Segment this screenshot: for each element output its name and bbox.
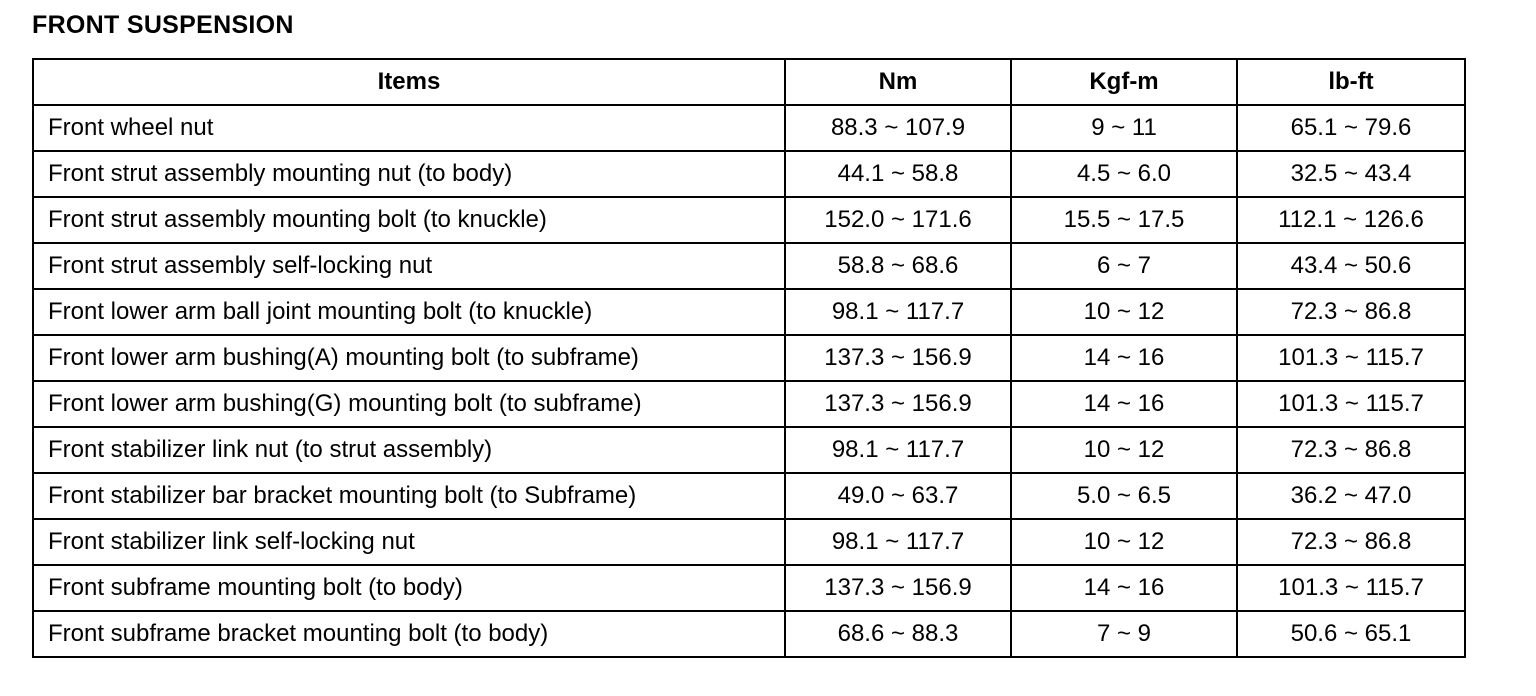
table-row <box>33 565 1465 611</box>
table-row <box>33 519 1465 565</box>
cell-kgf: 7 ~ 9 <box>1011 611 1237 657</box>
cell-lbft: 72.3 ~ 86.8 <box>1237 289 1465 335</box>
cell-lbft: 112.1 ~ 126.6 <box>1237 197 1465 243</box>
page-title: FRONT SUSPENSION <box>32 11 294 39</box>
cell-item: Front subframe mounting bolt (to body) <box>33 565 785 611</box>
table-body <box>33 105 1465 657</box>
cell-kgf: 14 ~ 16 <box>1011 565 1237 611</box>
table-row <box>33 197 1465 243</box>
table-row <box>33 335 1465 381</box>
cell-item: Front lower arm bushing(G) mounting bolt (to subframe) <box>33 381 785 427</box>
table-row <box>33 151 1465 197</box>
cell-kgf: 14 ~ 16 <box>1011 335 1237 381</box>
cell-item: Front stabilizer link self-locking nut <box>33 519 785 565</box>
table-row <box>33 473 1465 519</box>
cell-item: Front lower arm bushing(A) mounting bolt (to subframe) <box>33 335 785 381</box>
cell-item: Front strut assembly mounting bolt (to knuckle) <box>33 197 785 243</box>
cell-kgf: 9 ~ 11 <box>1011 105 1237 151</box>
cell-lbft: 50.6 ~ 65.1 <box>1237 611 1465 657</box>
cell-lbft: 36.2 ~ 47.0 <box>1237 473 1465 519</box>
table-row <box>33 289 1465 335</box>
column-header-lbft: lb-ft <box>1237 59 1465 105</box>
cell-lbft: 101.3 ~ 115.7 <box>1237 381 1465 427</box>
cell-nm: 98.1 ~ 117.7 <box>785 519 1011 565</box>
cell-nm: 137.3 ~ 156.9 <box>785 565 1011 611</box>
cell-item: Front lower arm ball joint mounting bolt (to knuckle) <box>33 289 785 335</box>
cell-item: Front wheel nut <box>33 105 785 151</box>
torque-spec-table <box>32 58 1466 658</box>
cell-item: Front stabilizer link nut (to strut assembly) <box>33 427 785 473</box>
cell-kgf: 15.5 ~ 17.5 <box>1011 197 1237 243</box>
cell-kgf: 5.0 ~ 6.5 <box>1011 473 1237 519</box>
table-header-row <box>33 59 1465 105</box>
cell-nm: 44.1 ~ 58.8 <box>785 151 1011 197</box>
cell-kgf: 10 ~ 12 <box>1011 289 1237 335</box>
cell-lbft: 65.1 ~ 79.6 <box>1237 105 1465 151</box>
cell-lbft: 101.3 ~ 115.7 <box>1237 565 1465 611</box>
column-header-nm: Nm <box>785 59 1011 105</box>
table-row <box>33 381 1465 427</box>
cell-nm: 68.6 ~ 88.3 <box>785 611 1011 657</box>
cell-nm: 98.1 ~ 117.7 <box>785 427 1011 473</box>
cell-kgf: 10 ~ 12 <box>1011 519 1237 565</box>
cell-lbft: 72.3 ~ 86.8 <box>1237 427 1465 473</box>
cell-nm: 152.0 ~ 171.6 <box>785 197 1011 243</box>
table-row <box>33 427 1465 473</box>
cell-kgf: 6 ~ 7 <box>1011 243 1237 289</box>
table-row <box>33 611 1465 657</box>
cell-lbft: 101.3 ~ 115.7 <box>1237 335 1465 381</box>
cell-lbft: 32.5 ~ 43.4 <box>1237 151 1465 197</box>
cell-item: Front stabilizer bar bracket mounting bolt (to Subframe) <box>33 473 785 519</box>
cell-nm: 98.1 ~ 117.7 <box>785 289 1011 335</box>
cell-nm: 49.0 ~ 63.7 <box>785 473 1011 519</box>
column-header-items: Items <box>33 59 785 105</box>
table-row <box>33 105 1465 151</box>
cell-item: Front strut assembly mounting nut (to body) <box>33 151 785 197</box>
cell-item: Front strut assembly self-locking nut <box>33 243 785 289</box>
cell-kgf: 10 ~ 12 <box>1011 427 1237 473</box>
cell-kgf: 14 ~ 16 <box>1011 381 1237 427</box>
table-row <box>33 243 1465 289</box>
cell-kgf: 4.5 ~ 6.0 <box>1011 151 1237 197</box>
cell-item: Front subframe bracket mounting bolt (to body) <box>33 611 785 657</box>
cell-nm: 88.3 ~ 107.9 <box>785 105 1011 151</box>
column-header-kgf: Kgf-m <box>1011 59 1237 105</box>
cell-lbft: 72.3 ~ 86.8 <box>1237 519 1465 565</box>
cell-nm: 58.8 ~ 68.6 <box>785 243 1011 289</box>
cell-nm: 137.3 ~ 156.9 <box>785 335 1011 381</box>
cell-lbft: 43.4 ~ 50.6 <box>1237 243 1465 289</box>
cell-nm: 137.3 ~ 156.9 <box>785 381 1011 427</box>
